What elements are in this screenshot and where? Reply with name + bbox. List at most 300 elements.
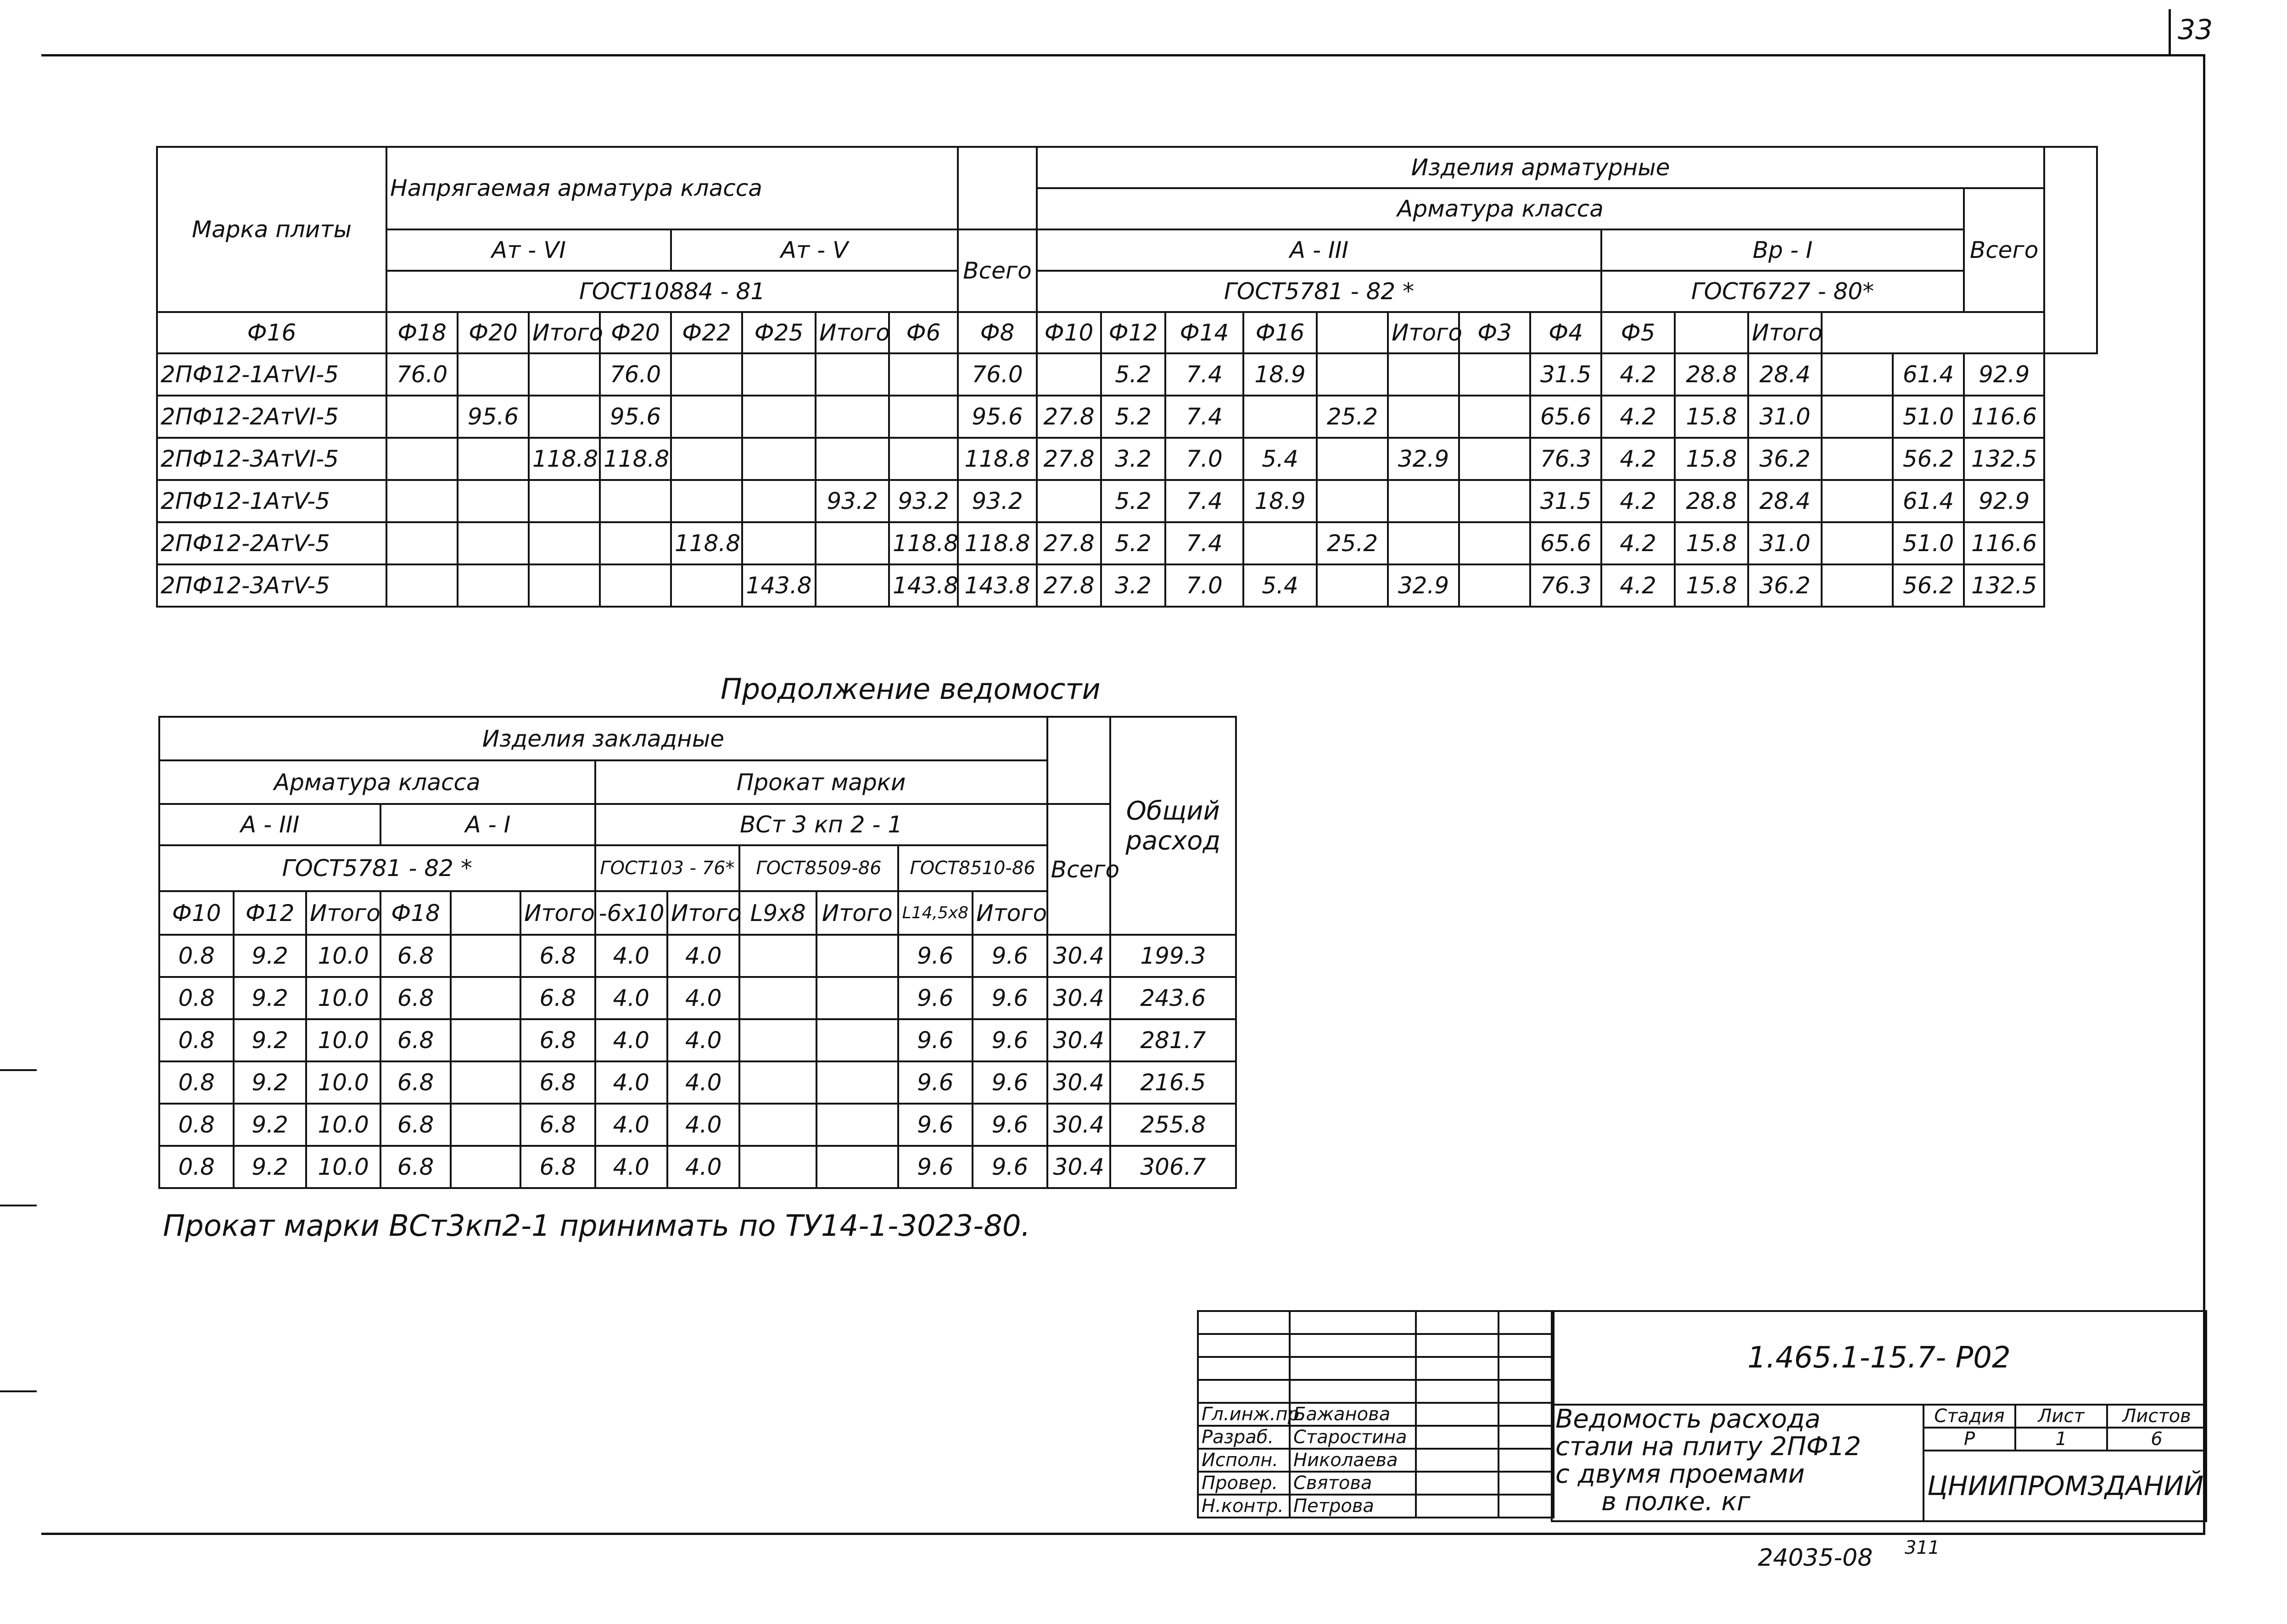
table-cell: 93.2 [958, 480, 1037, 522]
table-cell: 4.2 [1601, 353, 1675, 396]
table-cell: 31.0 [1748, 522, 1822, 564]
header-gost3: ГОСТ6727 - 80* [1601, 271, 1964, 312]
table-cell [671, 353, 742, 396]
subcol-header: Ф14 [1165, 312, 1243, 353]
table-cell: 61.4 [1893, 480, 1964, 522]
table-cell [386, 522, 458, 564]
second-header-izdelia: Изделия закладные [159, 717, 1047, 760]
stamp-cell [1499, 1495, 1554, 1518]
header-at6: Ат - VI [386, 229, 671, 271]
subcol-header: Итого [816, 891, 898, 935]
subcol-header: Ф5 [1601, 312, 1675, 353]
stamp-cell [1416, 1311, 1499, 1334]
stamp-role: Н.контр. [1198, 1495, 1290, 1518]
subcol-header: Ф16 [1243, 312, 1317, 353]
header-vsego2: Всего [1964, 188, 2044, 312]
table-cell: 93.2 [816, 480, 889, 522]
table-cell [458, 480, 529, 522]
list-value: 1 [2015, 1428, 2107, 1451]
left-tick-1 [0, 1069, 37, 1071]
subcol-header: Ф12 [234, 891, 306, 935]
table-cell [1822, 522, 1893, 564]
table-cell [816, 438, 889, 480]
table-cell: 4.0 [667, 1146, 739, 1188]
table-cell: 56.2 [1893, 564, 1964, 607]
table-cell [1822, 438, 1893, 480]
header-a3: А - III [1037, 229, 1601, 271]
stamp-row [1198, 1403, 1554, 1426]
subcol-header: Ф10 [159, 891, 234, 935]
header-gost1: ГОСТ10884 - 81 [386, 271, 958, 312]
subcol-header: L14,5х8 [898, 891, 973, 935]
document-title [1552, 1405, 1924, 1521]
subcol-header [451, 891, 520, 935]
table-cell: 7.0 [1165, 564, 1243, 607]
table-cell: 61.4 [1893, 353, 1964, 396]
second-header-gost5781: ГОСТ5781 - 82 * [159, 845, 595, 891]
table-cell [889, 438, 958, 480]
table-cell [671, 396, 742, 438]
table-cell [458, 353, 529, 396]
stamp-role: Провер. [1198, 1472, 1290, 1495]
table-cell: 143.8 [889, 564, 958, 607]
organization: ЦНИИПРОМЗДАНИЙ [1924, 1451, 2206, 1521]
table-cell [816, 353, 889, 396]
signature [1416, 1449, 1499, 1472]
table-cell [742, 396, 816, 438]
document-title-line: Ведомость расхода [1555, 1404, 1821, 1434]
stamp-cell [1499, 1449, 1554, 1472]
listov-label: Листов [2107, 1405, 2206, 1428]
table-cell: 4.0 [595, 1104, 667, 1146]
table-cell: 36.2 [1748, 438, 1822, 480]
stamp-name: Николаева [1290, 1449, 1416, 1472]
table-cell: 30.4 [1047, 1061, 1110, 1104]
table-cell: 216.5 [1110, 1061, 1236, 1104]
table-cell: 76.0 [600, 353, 671, 396]
stamp-cell [1416, 1380, 1499, 1403]
table-cell: 4.2 [1601, 522, 1675, 564]
table-cell: 5.2 [1101, 480, 1165, 522]
listov-value: 6 [2107, 1428, 2206, 1451]
table-cell: 9.6 [973, 1104, 1047, 1146]
table-cell: 10.0 [306, 1019, 380, 1061]
table-cell [600, 564, 671, 607]
header-gost2: ГОСТ5781 - 82 * [1037, 271, 1601, 312]
table-cell: 9.2 [234, 1019, 306, 1061]
table-cell: 9.6 [973, 977, 1047, 1019]
left-tick-2 [0, 1205, 37, 1206]
table-cell: 15.8 [1675, 438, 1748, 480]
stamp-empty-row [1198, 1380, 1554, 1403]
bottom-number: 311 [1905, 1537, 1940, 1558]
table-cell: 9.6 [973, 1061, 1047, 1104]
signature [1416, 1472, 1499, 1495]
table-cell: 4.0 [667, 1104, 739, 1146]
table-cell: 28.4 [1748, 353, 1822, 396]
table-cell [1388, 396, 1459, 438]
header-napr: Напрягаемая арматура класса [386, 147, 958, 229]
stamp-empty-row [1198, 1311, 1554, 1334]
table-cell: 10.0 [306, 1104, 380, 1146]
table-cell: 95.6 [458, 396, 529, 438]
subcol-header: Итого [1388, 312, 1459, 353]
table-cell: 6.8 [520, 1104, 595, 1146]
table-cell: 9.6 [898, 977, 973, 1019]
table-cell [1822, 396, 1893, 438]
table-row [159, 1019, 1236, 1061]
table-cell [1459, 396, 1530, 438]
stamp-cell [1290, 1334, 1416, 1357]
table-cell [529, 522, 600, 564]
second-header-gost103: ГОСТ103 - 76* [595, 845, 740, 891]
stamp-name: Старостина [1290, 1426, 1416, 1449]
subcol-header [1675, 312, 1748, 353]
subcol-header: L9х8 [739, 891, 816, 935]
table-cell: 32.9 [1388, 564, 1459, 607]
table-cell: 7.0 [1165, 438, 1243, 480]
stamp-row [1198, 1449, 1554, 1472]
table-row [159, 935, 1236, 977]
stamp-cell [1416, 1334, 1499, 1357]
table-cell: 9.2 [234, 1061, 306, 1104]
header-armatura: Арматура класса [1037, 188, 1964, 229]
table-cell: 9.2 [234, 1104, 306, 1146]
subcol-header: -6х10 [595, 891, 667, 935]
table-cell [1317, 564, 1388, 607]
table-cell: 255.8 [1110, 1104, 1236, 1146]
table-cell: 9.6 [898, 1146, 973, 1188]
table-cell: 30.4 [1047, 977, 1110, 1019]
stamp-cell [1198, 1334, 1290, 1357]
stamp-row [1198, 1426, 1554, 1449]
table-cell: 6.8 [380, 1146, 450, 1188]
table-cell: 7.4 [1165, 353, 1243, 396]
table-cell [1459, 480, 1530, 522]
table-cell: 4.0 [595, 1061, 667, 1104]
table-cell [458, 438, 529, 480]
table-cell [889, 396, 958, 438]
table-cell: 6.8 [520, 1061, 595, 1104]
stamp-cell [1416, 1357, 1499, 1380]
table-cell: 5.4 [1243, 438, 1317, 480]
table-cell [529, 564, 600, 607]
table-cell: 92.9 [1964, 480, 2044, 522]
stamp-cell [1499, 1380, 1554, 1403]
table-row [159, 1061, 1236, 1104]
table-cell: 9.6 [898, 1019, 973, 1061]
page-number-divider [2169, 9, 2171, 54]
table-cell: 4.0 [667, 977, 739, 1019]
table-cell: 6.8 [380, 935, 450, 977]
table-cell [816, 935, 898, 977]
table-cell [816, 977, 898, 1019]
header-izdelia: Изделия арматурные [1037, 147, 2044, 188]
subcol-header: Итого [529, 312, 600, 353]
table-cell [816, 396, 889, 438]
table-cell: 65.6 [1530, 396, 1601, 438]
table-cell: 15.8 [1675, 396, 1748, 438]
stamp-cell [1290, 1357, 1416, 1380]
table-cell: 25.2 [1317, 396, 1388, 438]
table-row [157, 564, 2097, 607]
table-row [157, 480, 2097, 522]
table-cell [529, 353, 600, 396]
stamp-cell [1499, 1472, 1554, 1495]
table-cell [816, 1104, 898, 1146]
table-cell: 9.6 [898, 1061, 973, 1104]
table-cell: 0.8 [159, 935, 234, 977]
table-cell: 10.0 [306, 977, 380, 1019]
header-marka: Марка плиты [157, 147, 386, 312]
table-cell: 116.6 [1964, 396, 2044, 438]
table-cell: 76.0 [386, 353, 458, 396]
second-header-a3: А - III [159, 804, 380, 845]
table-cell: 4.0 [595, 1146, 667, 1188]
table-cell: 0.8 [159, 1146, 234, 1188]
table-cell [671, 564, 742, 607]
table-cell [451, 1104, 520, 1146]
table-cell [739, 1104, 816, 1146]
table-cell: 27.8 [1037, 522, 1101, 564]
subcol-header [1317, 312, 1388, 353]
table-cell: 6.8 [520, 935, 595, 977]
second-header-gost8509: ГОСТ8509-86 [739, 845, 898, 891]
table-cell: 118.8 [958, 522, 1037, 564]
table-cell [386, 396, 458, 438]
table-cell: 30.4 [1047, 1146, 1110, 1188]
subcol-header: Ф3 [1459, 312, 1530, 353]
table-cell [1243, 396, 1317, 438]
table-cell [600, 522, 671, 564]
subcol-header: Ф16 [157, 312, 386, 353]
table-cell: 51.0 [1893, 522, 1964, 564]
title-block-left [1197, 1310, 1554, 1518]
stamp-cell [1499, 1311, 1554, 1334]
subcol-header: Ф10 [1037, 312, 1101, 353]
table-cell: 6.8 [380, 1104, 450, 1146]
table-cell: 118.8 [958, 438, 1037, 480]
table-cell [451, 1061, 520, 1104]
table-cell: 9.6 [898, 935, 973, 977]
table-cell: 118.8 [600, 438, 671, 480]
table-cell: 132.5 [1964, 564, 2044, 607]
table-cell [458, 522, 529, 564]
table-cell: 10.0 [306, 1061, 380, 1104]
table-cell [1388, 522, 1459, 564]
table-cell: 93.2 [889, 480, 958, 522]
table-cell: 0.8 [159, 977, 234, 1019]
main-table [156, 146, 2098, 608]
table-cell [451, 977, 520, 1019]
second-table-title: Продолжение ведомости [721, 672, 1101, 706]
subcol-header: Итого [973, 891, 1047, 935]
table-row [159, 1146, 1236, 1188]
table-cell [1317, 353, 1388, 396]
table-row [157, 396, 2097, 438]
table-cell [386, 438, 458, 480]
document-title-line: стали на плиту 2ПФ12 [1555, 1432, 1862, 1462]
table-cell: 65.6 [1530, 522, 1601, 564]
table-cell: 28.8 [1675, 353, 1748, 396]
stadia-value: Р [1924, 1428, 2015, 1451]
table-cell: 7.4 [1165, 522, 1243, 564]
table-cell [458, 564, 529, 607]
bottom-code: 24035-08 [1758, 1544, 1873, 1572]
table-cell [600, 480, 671, 522]
table-cell: 4.0 [667, 1061, 739, 1104]
stamp-cell [1499, 1357, 1554, 1380]
header-at5: Ат - V [671, 229, 958, 271]
table-cell: 36.2 [1748, 564, 1822, 607]
stadia-label: Стадия [1924, 1405, 2015, 1428]
stamp-role: Исполн. [1198, 1449, 1290, 1472]
table-cell: 30.4 [1047, 1019, 1110, 1061]
table-cell [1822, 480, 1893, 522]
subcol-header: Ф22 [671, 312, 742, 353]
table-cell: 15.8 [1675, 522, 1748, 564]
table-cell: 27.8 [1037, 564, 1101, 607]
table-cell [529, 480, 600, 522]
table-cell: 25.2 [1317, 522, 1388, 564]
table-cell [1317, 438, 1388, 480]
table-cell [451, 935, 520, 977]
table-cell: 0.8 [159, 1061, 234, 1104]
table-cell: 4.0 [595, 977, 667, 1019]
second-header-armatura: Арматура класса [159, 760, 595, 804]
table-cell: 51.0 [1893, 396, 1964, 438]
table-cell [451, 1019, 520, 1061]
table-cell [1459, 522, 1530, 564]
table-row [157, 522, 2097, 564]
table-cell [739, 1146, 816, 1188]
table-cell: 31.0 [1748, 396, 1822, 438]
table-cell: 9.2 [234, 977, 306, 1019]
subcol-header: Ф25 [742, 312, 816, 353]
top-border [41, 54, 2203, 56]
table-cell: 243.6 [1110, 977, 1236, 1019]
table-cell: 118.8 [671, 522, 742, 564]
table-cell: 27.8 [1037, 396, 1101, 438]
footnote: Прокат марки ВСт3кп2-1 принимать по ТУ14-1-3023-80. [163, 1209, 1030, 1243]
table-cell [742, 353, 816, 396]
signature [1416, 1403, 1499, 1426]
table-cell [451, 1146, 520, 1188]
stamp-row [1198, 1472, 1554, 1495]
header-vr1: Вр - I [1601, 229, 1964, 271]
table-cell: 4.0 [667, 935, 739, 977]
table-cell [739, 1061, 816, 1104]
table-cell: 118.8 [529, 438, 600, 480]
stamp-cell [1198, 1380, 1290, 1403]
header-blank [958, 147, 1037, 229]
row-mark: 2ПФ12-3АтVI-5 [157, 438, 386, 480]
table-cell: 4.0 [595, 1019, 667, 1061]
stamp-cell [1198, 1357, 1290, 1380]
table-cell: 6.8 [380, 1061, 450, 1104]
table-cell: 9.2 [234, 1146, 306, 1188]
table-cell [1388, 480, 1459, 522]
second-table [158, 716, 1237, 1189]
table-cell [816, 522, 889, 564]
table-cell: 27.8 [1037, 438, 1101, 480]
table-cell: 18.9 [1243, 353, 1317, 396]
table-cell: 306.7 [1110, 1146, 1236, 1188]
table-cell: 76.0 [958, 353, 1037, 396]
table-cell [739, 1019, 816, 1061]
table-cell [1037, 480, 1101, 522]
table-cell [816, 1146, 898, 1188]
table-cell: 5.2 [1101, 522, 1165, 564]
stamp-name: Бажанова [1290, 1403, 1416, 1426]
table-cell [739, 977, 816, 1019]
table-cell: 3.2 [1101, 438, 1165, 480]
table-cell: 0.8 [159, 1104, 234, 1146]
table-cell [742, 522, 816, 564]
signature [1416, 1495, 1499, 1518]
stamp-role: Разраб. [1198, 1426, 1290, 1449]
table-cell: 76.3 [1530, 564, 1601, 607]
subcol-header: Ф20 [600, 312, 671, 353]
subcol-header: Итого [306, 891, 380, 935]
row-mark: 2ПФ12-2АтVI-5 [157, 396, 386, 438]
table-cell: 281.7 [1110, 1019, 1236, 1061]
table-cell: 143.8 [742, 564, 816, 607]
stamp-name: Святова [1290, 1472, 1416, 1495]
table-cell [1388, 353, 1459, 396]
row-mark: 2ПФ12-3АтV-5 [157, 564, 386, 607]
table-cell: 31.5 [1530, 353, 1601, 396]
subcol-header: Ф20 [458, 312, 529, 353]
table-cell: 9.2 [234, 935, 306, 977]
table-cell [1459, 353, 1530, 396]
table-cell [816, 1019, 898, 1061]
row-mark: 2ПФ12-1АтVI-5 [157, 353, 386, 396]
table-cell: 10.0 [306, 1146, 380, 1188]
subcol-header: Итого [816, 312, 889, 353]
subcol-header: Ф18 [386, 312, 458, 353]
stamp-cell [1198, 1311, 1290, 1334]
page-number: 33 [2178, 14, 2213, 46]
table-row [157, 438, 2097, 480]
table-cell [889, 353, 958, 396]
table-cell [1243, 522, 1317, 564]
table-cell: 5.2 [1101, 396, 1165, 438]
table-cell: 76.3 [1530, 438, 1601, 480]
table-cell: 116.6 [1964, 522, 2044, 564]
list-label: Лист [2015, 1405, 2107, 1428]
subcol-header: Итого [1748, 312, 1822, 353]
table-cell: 9.6 [973, 1146, 1047, 1188]
side-column [2044, 147, 2097, 353]
table-cell: 6.8 [380, 977, 450, 1019]
table-cell: 4.0 [667, 1019, 739, 1061]
table-cell: 10.0 [306, 935, 380, 977]
row-mark: 2ПФ12-2АтV-5 [157, 522, 386, 564]
table-cell [739, 935, 816, 977]
second-header-a1: А - I [380, 804, 595, 845]
table-cell [386, 564, 458, 607]
table-cell: 4.2 [1601, 564, 1675, 607]
table-cell: 6.8 [520, 1146, 595, 1188]
table-cell: 30.4 [1047, 1104, 1110, 1146]
table-cell: 6.8 [520, 977, 595, 1019]
document-code: 1.465.1-15.7- Р02 [1552, 1311, 2206, 1405]
table-cell: 6.8 [520, 1019, 595, 1061]
table-cell: 4.2 [1601, 396, 1675, 438]
table-cell [671, 438, 742, 480]
table-cell: 7.4 [1165, 480, 1243, 522]
